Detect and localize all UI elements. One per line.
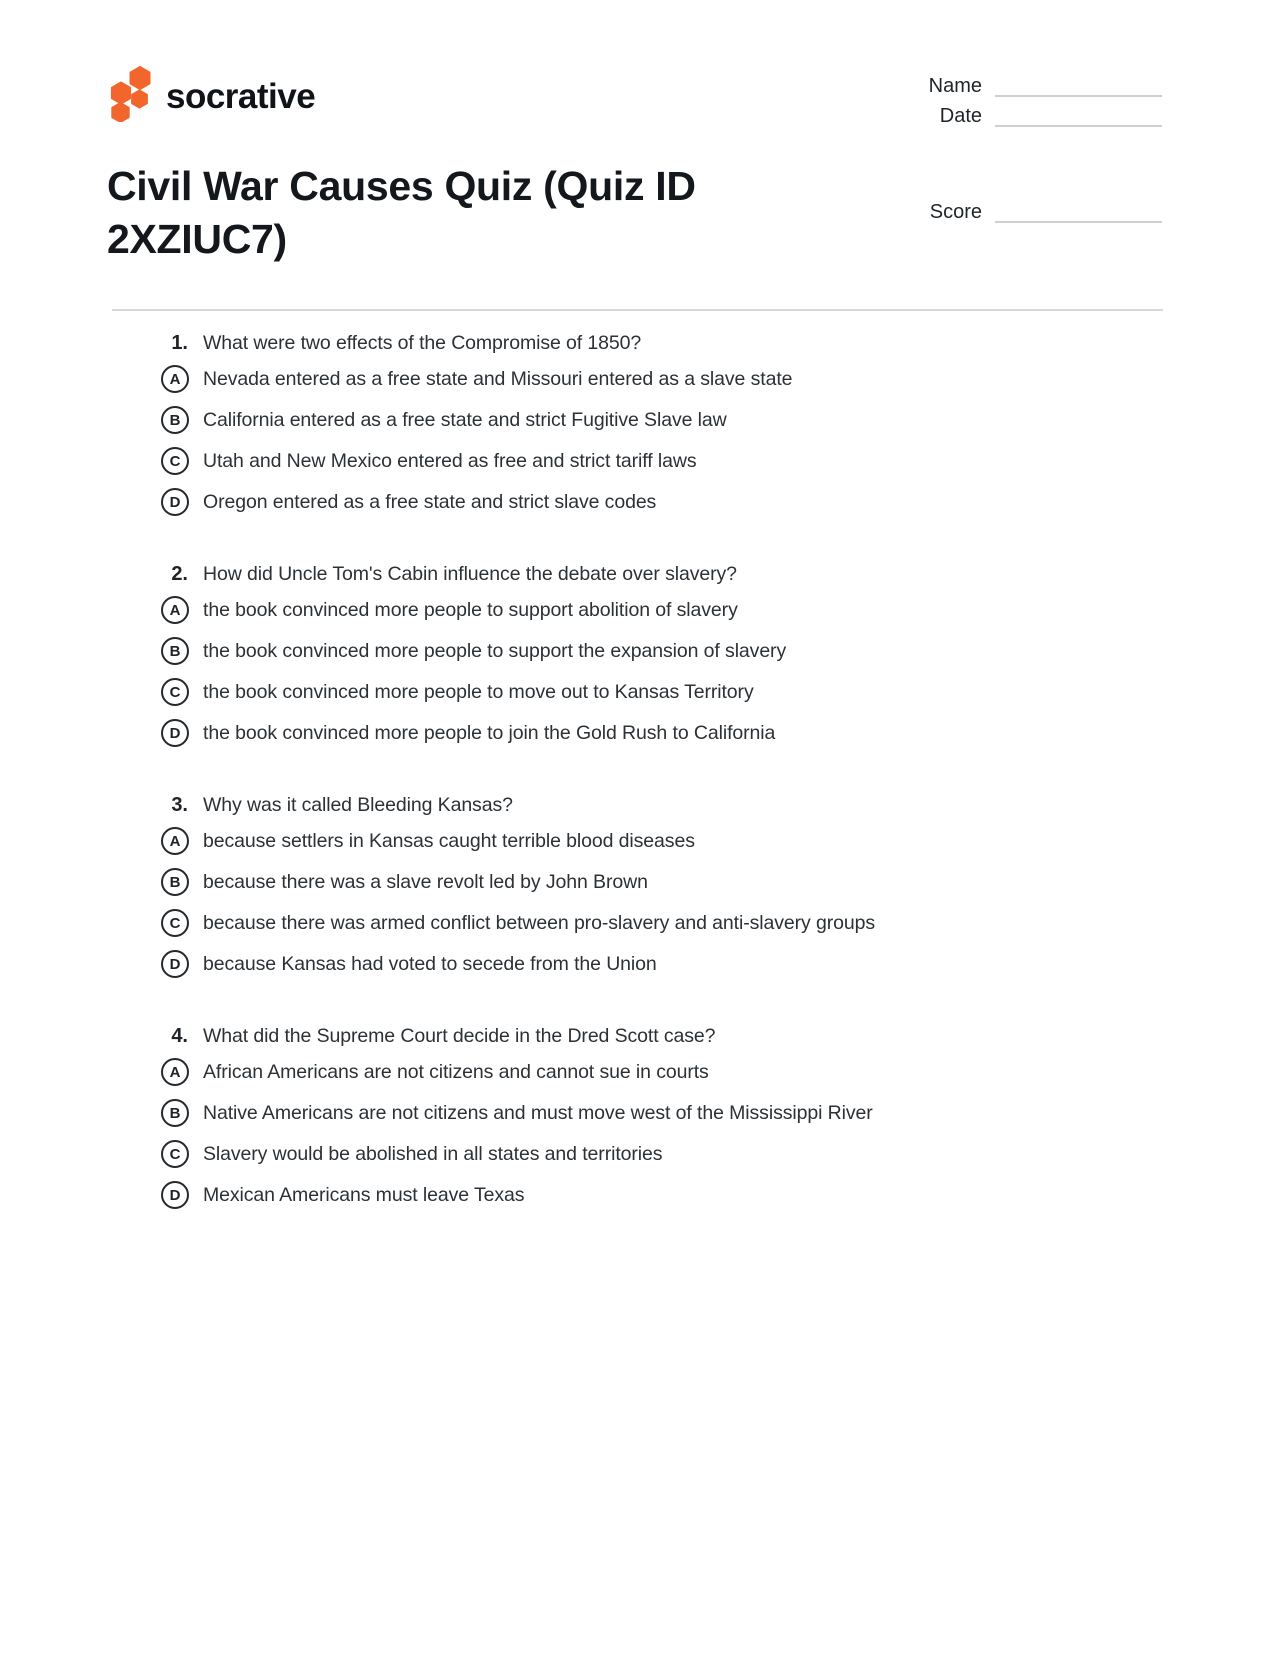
answer-text: Utah and New Mexico entered as free and strict tariff laws [203, 449, 697, 472]
question-2-option-c [107, 678, 1187, 706]
header-divider [112, 309, 1163, 311]
date-blank-line [995, 125, 1162, 127]
answer-text: the book convinced more people to move out to Kansas Territory [203, 680, 754, 703]
question-3-option-c [107, 909, 1187, 937]
score-blank-line [995, 221, 1162, 223]
date-field-row [857, 100, 1162, 130]
name-blank-line [995, 95, 1162, 97]
question-2-option-d [107, 719, 1187, 747]
answer-text: Nevada entered as a free state and Missouri entered as a slave state [203, 367, 793, 390]
question-4-option-d [107, 1181, 1187, 1209]
name-label: Name [928, 75, 982, 97]
answer-text: Slavery would be abolished in all states and territories [203, 1142, 663, 1165]
answer-text: California entered as a free state and strict Fugitive Slave law [203, 408, 727, 431]
answer-bubble-a: A [161, 365, 189, 393]
question-4-option-c [107, 1140, 1187, 1168]
question-1-option-b [107, 406, 1187, 434]
answer-bubble-b: B [161, 1099, 189, 1127]
question-1-head [107, 329, 1187, 357]
answer-bubble-c: C [161, 447, 189, 475]
question-number: 1. [171, 331, 188, 354]
score-field-row [857, 196, 1162, 226]
question-3-head [107, 791, 1187, 819]
question-3-option-a [107, 827, 1187, 855]
question-1-option-c [107, 447, 1187, 475]
question-number: 2. [171, 562, 188, 585]
answer-bubble-a: A [161, 827, 189, 855]
question-2-option-a [107, 596, 1187, 624]
date-label: Date [939, 105, 982, 127]
answer-bubble-a: A [161, 596, 189, 624]
answer-text: because there was armed conflict between pro-slavery and anti-slavery groups [203, 911, 875, 934]
question-text: What were two effects of the Compromise of 1850? [203, 331, 642, 354]
answer-bubble-b: B [161, 637, 189, 665]
question-number: 3. [171, 793, 188, 816]
answer-bubble-b: B [161, 868, 189, 896]
question-4 [107, 1022, 1187, 1209]
question-1-option-d [107, 488, 1187, 516]
question-text: What did the Supreme Court decide in the Dred Scott case? [203, 1024, 716, 1047]
quiz-title-line2: 2XZIUC7) [107, 216, 287, 262]
answer-bubble-a: A [161, 1058, 189, 1086]
answer-text: African Americans are not citizens and cannot sue in courts [203, 1060, 709, 1083]
answer-bubble-d: D [161, 719, 189, 747]
answer-text: because settlers in Kansas caught terrible blood diseases [203, 829, 695, 852]
answer-text: the book convinced more people to join the Gold Rush to California [203, 721, 776, 744]
answer-text: Native Americans are not citizens and must move west of the Mississippi River [203, 1101, 873, 1124]
question-3-option-d [107, 950, 1187, 978]
socrative-logo [107, 66, 315, 122]
question-number: 4. [171, 1024, 188, 1047]
question-3-option-b [107, 868, 1187, 896]
answer-bubble-d: D [161, 1181, 189, 1209]
answer-bubble-d: D [161, 488, 189, 516]
name-field-row [857, 70, 1162, 100]
answer-bubble-c: C [161, 678, 189, 706]
answer-bubble-c: C [161, 909, 189, 937]
brand-wordmark: socrative [166, 77, 316, 116]
answer-text: the book convinced more people to support abolition of slavery [203, 598, 738, 621]
question-4-option-b [107, 1099, 1187, 1127]
question-4-option-a [107, 1058, 1187, 1086]
answer-bubble-b: B [161, 406, 189, 434]
answer-bubble-c: C [161, 1140, 189, 1168]
answer-text: Mexican Americans must leave Texas [203, 1183, 525, 1206]
question-2-head [107, 560, 1187, 588]
question-3 [107, 791, 1187, 978]
question-1 [107, 329, 1187, 516]
answer-text: Oregon entered as a free state and strict slave codes [203, 490, 657, 513]
answer-text: because Kansas had voted to secede from the Union [203, 952, 657, 975]
answer-text: the book convinced more people to support the expansion of slavery [203, 639, 787, 662]
question-text: How did Uncle Tom's Cabin influence the debate over slavery? [203, 562, 737, 585]
question-2 [107, 560, 1187, 747]
question-list [107, 329, 1187, 1253]
question-4-head [107, 1022, 1187, 1050]
answer-bubble-d: D [161, 950, 189, 978]
question-2-option-b [107, 637, 1187, 665]
quiz-title-line1: Civil War Causes Quiz (Quiz ID [107, 163, 696, 209]
student-fields [857, 70, 1162, 226]
quiz-title [107, 160, 847, 266]
score-label: Score [929, 201, 982, 223]
socrative-hexagons-icon [107, 66, 153, 122]
question-1-option-a [107, 365, 1187, 393]
question-text: Why was it called Bleeding Kansas? [203, 793, 513, 816]
answer-text: because there was a slave revolt led by John Brown [203, 870, 648, 893]
